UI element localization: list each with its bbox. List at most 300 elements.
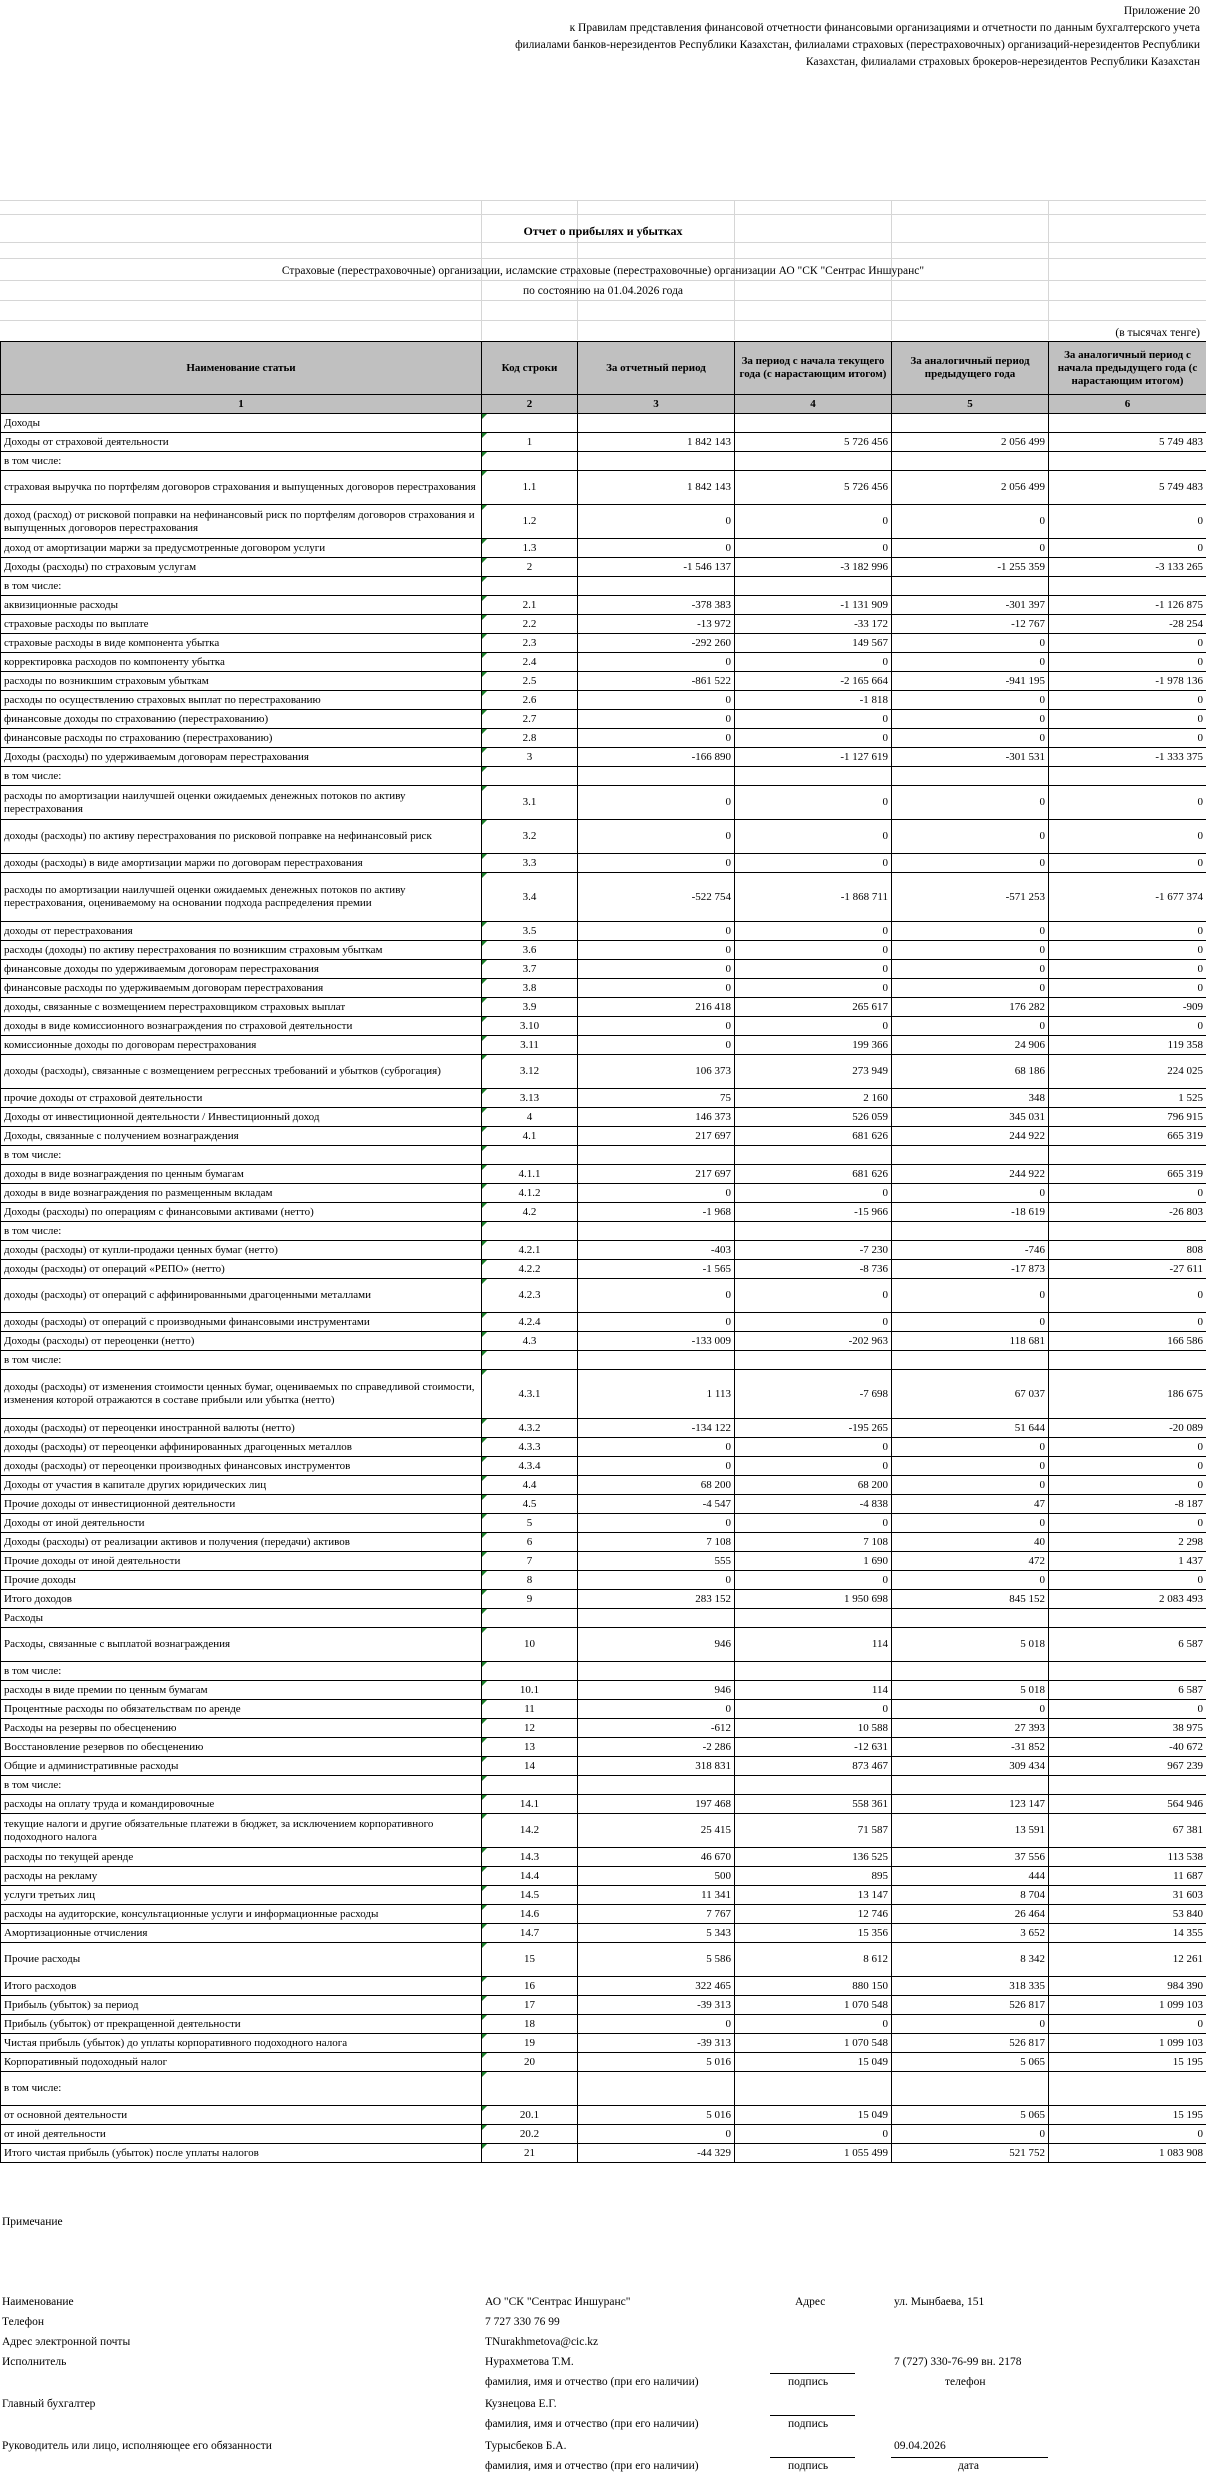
table-row bbox=[1, 539, 1206, 558]
row-value: 0 bbox=[735, 1017, 892, 1036]
row-value: 119 358 bbox=[1049, 1036, 1206, 1055]
row-value: 265 617 bbox=[735, 998, 892, 1017]
table-row bbox=[1, 1165, 1206, 1184]
column-number: 3 bbox=[578, 395, 735, 414]
row-value: -2 165 664 bbox=[735, 672, 892, 691]
row-name: доходы (расходы) от переоценки аффинированных драгоценных металлов bbox=[1, 1438, 482, 1457]
row-value: -26 803 bbox=[1049, 1203, 1206, 1222]
table-row bbox=[1, 1089, 1206, 1108]
row-value: -18 619 bbox=[892, 1203, 1049, 1222]
row-name: Прочие доходы от иной деятельности bbox=[1, 1552, 482, 1571]
row-code: 2.2 bbox=[482, 615, 578, 634]
row-value: 0 bbox=[892, 710, 1049, 729]
row-code: 2.7 bbox=[482, 710, 578, 729]
table-row bbox=[1, 1886, 1206, 1905]
row-value: 0 bbox=[1049, 1017, 1206, 1036]
row-name: расходы по текущей аренде bbox=[1, 1848, 482, 1867]
table-row bbox=[1, 1351, 1206, 1370]
table-row bbox=[1, 1017, 1206, 1036]
row-name: страховые расходы по выплате bbox=[1, 615, 482, 634]
table-row bbox=[1, 1776, 1206, 1795]
table-row bbox=[1, 634, 1206, 653]
row-value: 1 055 499 bbox=[735, 2144, 892, 2163]
row-value: 0 bbox=[735, 1279, 892, 1313]
row-value: 0 bbox=[1049, 505, 1206, 539]
row-value: 15 049 bbox=[735, 2053, 892, 2072]
row-code: 4.2 bbox=[482, 1203, 578, 1222]
column-number-row bbox=[1, 395, 1206, 414]
row-value: 6 587 bbox=[1049, 1681, 1206, 1700]
row-name: доходы (расходы) от изменения стоимости ценных бумаг, оцениваемых по справедливой стоимости, изменения которой отражаются в составе прибыли или убытка (нетто) bbox=[1, 1370, 482, 1419]
row-value: 5 726 456 bbox=[735, 471, 892, 505]
row-name: доходы в виде комиссионного вознаграждения по страховой деятельности bbox=[1, 1017, 482, 1036]
row-value: 0 bbox=[1049, 786, 1206, 820]
row-value: 2 160 bbox=[735, 1089, 892, 1108]
row-value: 176 282 bbox=[892, 998, 1049, 1017]
row-name: Доходы (расходы) по удерживаемым договорам перестрахования bbox=[1, 748, 482, 767]
table-row bbox=[1, 786, 1206, 820]
row-value: 186 675 bbox=[1049, 1370, 1206, 1419]
row-value bbox=[578, 1776, 735, 1795]
appendix-line: филиалами банков-нерезидентов Республики Казахстан, филиалами страховых (перестраховочных) организаций-нерезидентов Республики bbox=[515, 39, 1200, 51]
row-value: 318 335 bbox=[892, 1977, 1049, 1996]
row-value: 0 bbox=[892, 1438, 1049, 1457]
table-row bbox=[1, 1332, 1206, 1351]
row-name: Прочие расходы bbox=[1, 1943, 482, 1977]
row-value: 7 767 bbox=[578, 1905, 735, 1924]
row-value: -40 672 bbox=[1049, 1738, 1206, 1757]
appendix-note bbox=[300, 3, 1200, 71]
table-row bbox=[1, 854, 1206, 873]
column-number: 6 bbox=[1049, 395, 1206, 414]
row-value: 0 bbox=[892, 1279, 1049, 1313]
row-value: 67 037 bbox=[892, 1370, 1049, 1419]
row-code: 20.2 bbox=[482, 2125, 578, 2144]
row-value: 0 bbox=[578, 2015, 735, 2034]
table-row bbox=[1, 1457, 1206, 1476]
row-value: 25 415 bbox=[578, 1814, 735, 1848]
row-value: 1 083 908 bbox=[1049, 2144, 1206, 2163]
row-name: Общие и административные расходы bbox=[1, 1757, 482, 1776]
row-value: 283 152 bbox=[578, 1590, 735, 1609]
row-value: -1 818 bbox=[735, 691, 892, 710]
table-row bbox=[1, 1514, 1206, 1533]
row-code: 10.1 bbox=[482, 1681, 578, 1700]
table-row bbox=[1, 1222, 1206, 1241]
row-value bbox=[1049, 577, 1206, 596]
row-value: 808 bbox=[1049, 1241, 1206, 1260]
row-value: 1 113 bbox=[578, 1370, 735, 1419]
column-header: За отчетный период bbox=[578, 342, 735, 395]
row-code: 4 bbox=[482, 1108, 578, 1127]
appendix-line: Приложение 20 bbox=[1123, 5, 1200, 17]
table-row bbox=[1, 941, 1206, 960]
row-value: 8 342 bbox=[892, 1943, 1049, 1977]
row-name: доходы от перестрахования bbox=[1, 922, 482, 941]
row-code: 4.3.4 bbox=[482, 1457, 578, 1476]
row-name: от основной деятельности bbox=[1, 2106, 482, 2125]
table-row bbox=[1, 2106, 1206, 2125]
row-value: 946 bbox=[578, 1628, 735, 1662]
phone-value: 7 727 330 76 99 bbox=[485, 2316, 560, 2328]
row-value: -1 978 136 bbox=[1049, 672, 1206, 691]
row-value: 0 bbox=[578, 1457, 735, 1476]
row-value: -195 265 bbox=[735, 1419, 892, 1438]
table-row bbox=[1, 1662, 1206, 1681]
row-value: 558 361 bbox=[735, 1795, 892, 1814]
row-code: 14.3 bbox=[482, 1848, 578, 1867]
row-value: 0 bbox=[892, 1457, 1049, 1476]
row-code: 3.3 bbox=[482, 854, 578, 873]
table-row bbox=[1, 558, 1206, 577]
row-value bbox=[1049, 1146, 1206, 1165]
row-value: 0 bbox=[1049, 691, 1206, 710]
address-value: ул. Мынбаева, 151 bbox=[894, 2296, 985, 2308]
row-value: 15 195 bbox=[1049, 2106, 1206, 2125]
row-value: 0 bbox=[735, 1438, 892, 1457]
row-code: 21 bbox=[482, 2144, 578, 2163]
row-value: 895 bbox=[735, 1867, 892, 1886]
row-name: расходы по амортизации наилучшей оценки ожидаемых денежных потоков по активу перестрахования, оцениваемому на основании подхода распределения премии bbox=[1, 873, 482, 922]
row-value: 15 356 bbox=[735, 1924, 892, 1943]
table-row bbox=[1, 653, 1206, 672]
row-value: 555 bbox=[578, 1552, 735, 1571]
column-header: За аналогичный период с начала предыдущего года (с нарастающим итогом) bbox=[1049, 342, 1206, 395]
row-name: Восстановление резервов по обесценению bbox=[1, 1738, 482, 1757]
row-code: 3.8 bbox=[482, 979, 578, 998]
fio-caption: фамилия, имя и отчество (при его наличии) bbox=[485, 2460, 699, 2472]
row-value: 113 538 bbox=[1049, 1848, 1206, 1867]
row-value: 0 bbox=[892, 922, 1049, 941]
row-name: Амортизационные отчисления bbox=[1, 1924, 482, 1943]
row-code bbox=[482, 1351, 578, 1370]
column-number: 4 bbox=[735, 395, 892, 414]
row-value bbox=[735, 767, 892, 786]
row-value: 0 bbox=[1049, 1700, 1206, 1719]
row-code: 4.1.2 bbox=[482, 1184, 578, 1203]
row-code: 14.5 bbox=[482, 1886, 578, 1905]
row-value: -1 546 137 bbox=[578, 558, 735, 577]
row-code: 4.2.1 bbox=[482, 1241, 578, 1260]
row-value: 0 bbox=[578, 1514, 735, 1533]
row-value: 2 056 499 bbox=[892, 433, 1049, 452]
row-code: 2.5 bbox=[482, 672, 578, 691]
row-value: 564 946 bbox=[1049, 1795, 1206, 1814]
row-value: 3 652 bbox=[892, 1924, 1049, 1943]
row-value: -746 bbox=[892, 1241, 1049, 1260]
row-value bbox=[735, 452, 892, 471]
row-value: 13 591 bbox=[892, 1814, 1049, 1848]
phone-label: Телефон bbox=[2, 2316, 45, 2328]
row-value bbox=[892, 1776, 1049, 1795]
row-value: 0 bbox=[892, 820, 1049, 854]
row-value: 0 bbox=[578, 505, 735, 539]
row-value: 114 bbox=[735, 1628, 892, 1662]
table-row bbox=[1, 748, 1206, 767]
row-value: 681 626 bbox=[735, 1127, 892, 1146]
row-value: -8 187 bbox=[1049, 1495, 1206, 1514]
row-value: 0 bbox=[892, 2015, 1049, 2034]
row-code: 4.4 bbox=[482, 1476, 578, 1495]
row-value: 26 464 bbox=[892, 1905, 1049, 1924]
row-value: 0 bbox=[1049, 820, 1206, 854]
row-code: 1.2 bbox=[482, 505, 578, 539]
row-value: 106 373 bbox=[578, 1055, 735, 1089]
row-value bbox=[1049, 414, 1206, 433]
row-code: 1 bbox=[482, 433, 578, 452]
row-value: 880 150 bbox=[735, 1977, 892, 1996]
row-value: 40 bbox=[892, 1533, 1049, 1552]
address-label: Адрес bbox=[795, 2296, 826, 2308]
row-value: 68 200 bbox=[578, 1476, 735, 1495]
row-value: 0 bbox=[1049, 1279, 1206, 1313]
row-value bbox=[892, 1351, 1049, 1370]
row-code: 14.1 bbox=[482, 1795, 578, 1814]
table-row bbox=[1, 1905, 1206, 1924]
row-value: 68 186 bbox=[892, 1055, 1049, 1089]
row-value: -15 966 bbox=[735, 1203, 892, 1222]
row-value: 5 065 bbox=[892, 2053, 1049, 2072]
row-value bbox=[578, 1222, 735, 1241]
table-row bbox=[1, 1848, 1206, 1867]
row-value: 5 016 bbox=[578, 2106, 735, 2125]
row-value: 67 381 bbox=[1049, 1814, 1206, 1848]
row-value: 946 bbox=[578, 1681, 735, 1700]
row-value: 0 bbox=[1049, 1457, 1206, 1476]
row-value: 149 567 bbox=[735, 634, 892, 653]
row-value: 0 bbox=[1049, 1514, 1206, 1533]
table-row bbox=[1, 1943, 1206, 1977]
row-name: финансовые расходы по удерживаемым договорам перестрахования bbox=[1, 979, 482, 998]
row-name: Расходы bbox=[1, 1609, 482, 1628]
row-value: -292 260 bbox=[578, 634, 735, 653]
row-name: Чистая прибыль (убыток) до уплаты корпоративного подоходного налога bbox=[1, 2034, 482, 2053]
table-row bbox=[1, 1571, 1206, 1590]
row-code: 20 bbox=[482, 2053, 578, 2072]
table-row bbox=[1, 1628, 1206, 1662]
row-value bbox=[578, 1609, 735, 1628]
row-value bbox=[892, 1146, 1049, 1165]
row-value: -1 127 619 bbox=[735, 748, 892, 767]
row-name: Процентные расходы по обязательствам по аренде bbox=[1, 1700, 482, 1719]
note-label: Примечание bbox=[2, 2216, 63, 2228]
row-name: доход от амортизации маржи за предусмотренные договором услуги bbox=[1, 539, 482, 558]
row-name: Доходы (расходы) по операциям с финансовыми активами (нетто) bbox=[1, 1203, 482, 1222]
row-value: 0 bbox=[735, 960, 892, 979]
table-row bbox=[1, 767, 1206, 786]
report-date: по состоянию на 01.04.2026 года bbox=[522, 285, 684, 297]
row-value: 12 746 bbox=[735, 1905, 892, 1924]
row-value: -1 255 359 bbox=[892, 558, 1049, 577]
row-value: 0 bbox=[1049, 539, 1206, 558]
income-statement-table bbox=[0, 341, 1206, 2163]
table-row bbox=[1, 1924, 1206, 1943]
row-code: 3.7 bbox=[482, 960, 578, 979]
row-code: 3.10 bbox=[482, 1017, 578, 1036]
row-name: Итого чистая прибыль (убыток) после уплаты налогов bbox=[1, 2144, 482, 2163]
row-code: 4.3.2 bbox=[482, 1419, 578, 1438]
row-value: 0 bbox=[892, 1313, 1049, 1332]
table-row bbox=[1, 1681, 1206, 1700]
sign-caption: подпись bbox=[788, 2376, 829, 2388]
table-row bbox=[1, 1719, 1206, 1738]
row-value: 526 817 bbox=[892, 2034, 1049, 2053]
row-name: доходы (расходы), связанные с возмещением регрессных требований и убытков (суброгация) bbox=[1, 1055, 482, 1089]
row-value: 0 bbox=[1049, 1571, 1206, 1590]
table-row bbox=[1, 1609, 1206, 1628]
row-value: -301 531 bbox=[892, 748, 1049, 767]
row-value: 0 bbox=[892, 979, 1049, 998]
row-value: -301 397 bbox=[892, 596, 1049, 615]
row-value: 0 bbox=[892, 941, 1049, 960]
row-value: 1 099 103 bbox=[1049, 2034, 1206, 2053]
row-code bbox=[482, 1776, 578, 1795]
row-value: -571 253 bbox=[892, 873, 1049, 922]
row-code: 14 bbox=[482, 1757, 578, 1776]
row-value: 0 bbox=[892, 1017, 1049, 1036]
row-name: Доходы от иной деятельности bbox=[1, 1514, 482, 1533]
row-name: прочие доходы от страховой деятельности bbox=[1, 1089, 482, 1108]
row-value: 0 bbox=[735, 710, 892, 729]
row-value bbox=[892, 767, 1049, 786]
row-value: -1 565 bbox=[578, 1260, 735, 1279]
row-value bbox=[578, 2072, 735, 2106]
row-value: -31 852 bbox=[892, 1738, 1049, 1757]
row-value: 244 922 bbox=[892, 1127, 1049, 1146]
row-value: 37 556 bbox=[892, 1848, 1049, 1867]
row-value: 5 749 483 bbox=[1049, 433, 1206, 452]
row-value: -12 767 bbox=[892, 615, 1049, 634]
row-value: 31 603 bbox=[1049, 1886, 1206, 1905]
row-code: 11 bbox=[482, 1700, 578, 1719]
row-value: 0 bbox=[735, 979, 892, 998]
row-value: 0 bbox=[1049, 1313, 1206, 1332]
row-value: 46 670 bbox=[578, 1848, 735, 1867]
row-value: 1 842 143 bbox=[578, 471, 735, 505]
row-code: 17 bbox=[482, 1996, 578, 2015]
row-value: 0 bbox=[892, 1571, 1049, 1590]
row-name: Расходы, связанные с выплатой вознаграждения bbox=[1, 1628, 482, 1662]
row-value: 0 bbox=[892, 1514, 1049, 1533]
row-value: -17 873 bbox=[892, 1260, 1049, 1279]
row-value bbox=[1049, 2072, 1206, 2106]
row-value bbox=[1049, 1776, 1206, 1795]
row-value: -941 195 bbox=[892, 672, 1049, 691]
row-value bbox=[578, 767, 735, 786]
row-value: 0 bbox=[892, 960, 1049, 979]
row-code bbox=[482, 2072, 578, 2106]
row-name: в том числе: bbox=[1, 577, 482, 596]
executor-label: Исполнитель bbox=[2, 2356, 67, 2368]
row-value: 5 016 bbox=[578, 2053, 735, 2072]
row-value: 8 704 bbox=[892, 1886, 1049, 1905]
row-value bbox=[1049, 1351, 1206, 1370]
row-code bbox=[482, 767, 578, 786]
row-value: 0 bbox=[1049, 1476, 1206, 1495]
row-value: 0 bbox=[892, 2125, 1049, 2144]
row-value: 0 bbox=[1049, 653, 1206, 672]
table-row bbox=[1, 452, 1206, 471]
row-code: 2.8 bbox=[482, 729, 578, 748]
row-value: 0 bbox=[735, 1571, 892, 1590]
row-value: -861 522 bbox=[578, 672, 735, 691]
row-value: 5 018 bbox=[892, 1628, 1049, 1662]
row-name: в том числе: bbox=[1, 767, 482, 786]
row-code bbox=[482, 1609, 578, 1628]
row-value: 472 bbox=[892, 1552, 1049, 1571]
row-value: 217 697 bbox=[578, 1165, 735, 1184]
row-code: 2.6 bbox=[482, 691, 578, 710]
email-label: Адрес электронной почты bbox=[2, 2336, 131, 2348]
row-value bbox=[1049, 1662, 1206, 1681]
row-value: 47 bbox=[892, 1495, 1049, 1514]
row-value: 0 bbox=[578, 539, 735, 558]
row-value: -27 611 bbox=[1049, 1260, 1206, 1279]
row-name: расходы по амортизации наилучшей оценки ожидаемых денежных потоков по активу перестрахования bbox=[1, 786, 482, 820]
row-value: 0 bbox=[735, 2125, 892, 2144]
row-value: 11 687 bbox=[1049, 1867, 1206, 1886]
row-value bbox=[735, 414, 892, 433]
sign-caption: подпись bbox=[788, 2418, 829, 2430]
row-value: 0 bbox=[1049, 854, 1206, 873]
row-name: расходы по осуществлению страховых выплат по перестрахованию bbox=[1, 691, 482, 710]
table-row bbox=[1, 505, 1206, 539]
row-value: 15 195 bbox=[1049, 2053, 1206, 2072]
row-code: 9 bbox=[482, 1590, 578, 1609]
row-code: 12 bbox=[482, 1719, 578, 1738]
chief-accountant-name: Кузнецова Е.Г. bbox=[485, 2398, 557, 2410]
row-value: 845 152 bbox=[892, 1590, 1049, 1609]
row-value bbox=[578, 414, 735, 433]
row-value: 0 bbox=[892, 539, 1049, 558]
row-value: 5 018 bbox=[892, 1681, 1049, 1700]
row-code: 4.1.1 bbox=[482, 1165, 578, 1184]
row-value: 500 bbox=[578, 1867, 735, 1886]
row-value: 5 726 456 bbox=[735, 433, 892, 452]
row-value: -4 547 bbox=[578, 1495, 735, 1514]
table-row bbox=[1, 1552, 1206, 1571]
row-value: -1 131 909 bbox=[735, 596, 892, 615]
row-name: от иной деятельности bbox=[1, 2125, 482, 2144]
table-header-row bbox=[1, 342, 1206, 395]
row-value: 1 525 bbox=[1049, 1089, 1206, 1108]
row-name: финансовые доходы по удерживаемым договорам перестрахования bbox=[1, 960, 482, 979]
row-name: расходы в виде премии по ценным бумагам bbox=[1, 1681, 482, 1700]
table-row bbox=[1, 922, 1206, 941]
row-value bbox=[735, 2072, 892, 2106]
row-value: 681 626 bbox=[735, 1165, 892, 1184]
row-name: Доходы, связанные с получением вознаграждения bbox=[1, 1127, 482, 1146]
row-value: 0 bbox=[578, 1017, 735, 1036]
row-code: 2.1 bbox=[482, 596, 578, 615]
row-value bbox=[578, 1146, 735, 1165]
row-value: 348 bbox=[892, 1089, 1049, 1108]
row-value: 0 bbox=[892, 854, 1049, 873]
row-name: доходы (расходы) от операций с аффинированными драгоценными металлами bbox=[1, 1279, 482, 1313]
row-code: 6 bbox=[482, 1533, 578, 1552]
row-code: 7 bbox=[482, 1552, 578, 1571]
table-row bbox=[1, 1370, 1206, 1419]
table-row bbox=[1, 1313, 1206, 1332]
row-value: -2 286 bbox=[578, 1738, 735, 1757]
table-row bbox=[1, 729, 1206, 748]
row-value: -133 009 bbox=[578, 1332, 735, 1351]
row-value bbox=[578, 1662, 735, 1681]
row-value: -8 736 bbox=[735, 1260, 892, 1279]
row-name: Прибыль (убыток) за период bbox=[1, 1996, 482, 2015]
row-value bbox=[892, 1662, 1049, 1681]
row-value: 0 bbox=[735, 653, 892, 672]
